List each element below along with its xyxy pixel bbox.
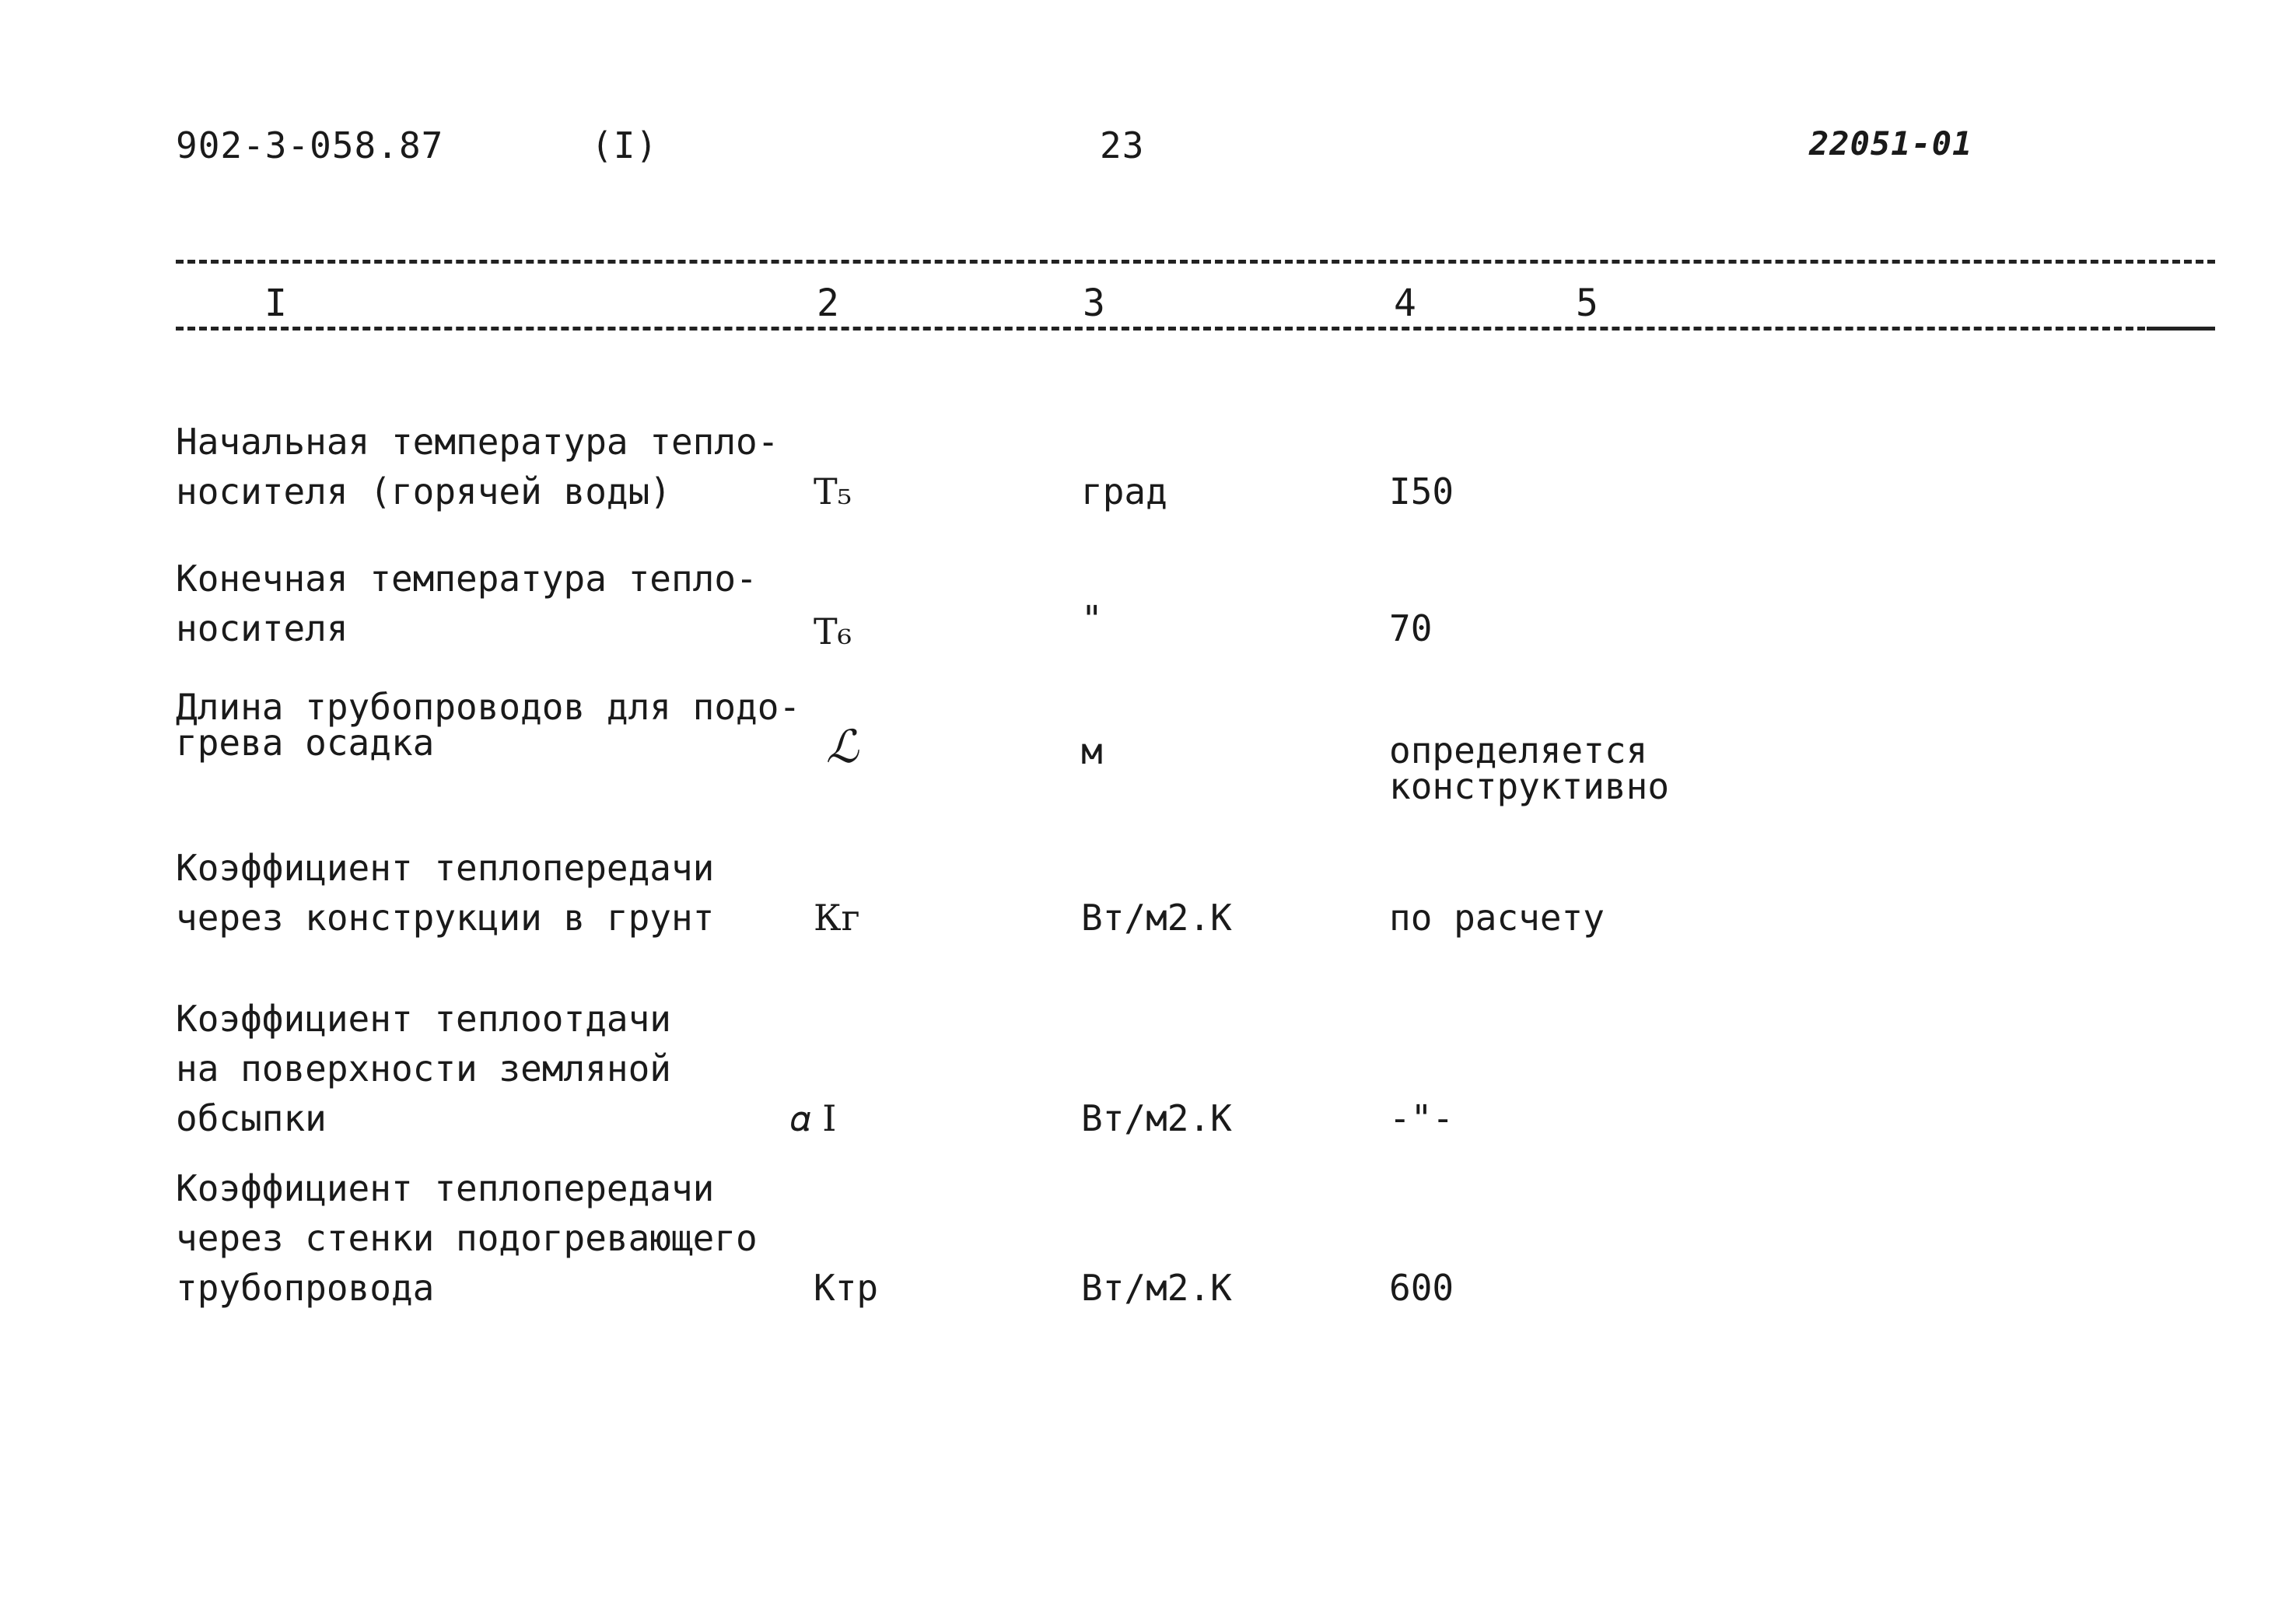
value-cell: по расчету (1389, 897, 1605, 939)
table-top-rule (176, 260, 2215, 264)
value-cell: -"- (1389, 1097, 1454, 1139)
value-cell: определяется конструктивно (1389, 729, 1670, 807)
parameter-cell: Коэффициент теплопередачи через конструкции в грунт (176, 847, 715, 939)
doc-number: 22051-01 (1809, 124, 1973, 163)
column-number-3: 3 (1078, 282, 1110, 325)
symbol-cell: Кг (814, 897, 860, 939)
column-number-4: 4 (1389, 282, 1421, 325)
column-number-5: 5 (1571, 282, 1603, 325)
unit-cell: Вт/м2.К (1081, 897, 1232, 939)
unit-cell: град (1081, 470, 1167, 512)
parameter-cell: Коэффициент теплопередачи через стенки подогревающего трубопровода (176, 1167, 758, 1309)
column-header-rule (176, 327, 2215, 331)
value-cell: 600 (1389, 1267, 1454, 1309)
symbol-cell: ℒ (826, 720, 859, 773)
column-number-2: 2 (812, 282, 844, 325)
unit-cell: м (1081, 730, 1103, 772)
value-cell: 70 (1389, 607, 1433, 649)
doc-part: (I) (591, 124, 659, 166)
symbol-cell: T₆ (814, 610, 852, 652)
doc-code: 902-3-058.87 (176, 124, 444, 166)
unit-cell: " (1081, 598, 1103, 640)
column-header-rule-end (2147, 327, 2215, 331)
unit-cell: Вт/м2.К (1081, 1097, 1232, 1139)
parameter-cell: Длина трубопроводов для подо- грева осадка (176, 686, 801, 764)
unit-cell: Вт/м2.К (1081, 1267, 1232, 1309)
value-cell: I50 (1389, 470, 1454, 512)
parameter-cell: Начальная температура тепло- носителя (горячей воды) (176, 421, 779, 512)
parameter-cell: Конечная температура тепло- носителя (176, 558, 758, 649)
parameter-cell: Коэффициент теплоотдачи на поверхности земляной обсыпки (176, 998, 671, 1139)
column-number-1: I (260, 282, 292, 325)
symbol-cell: 𝛼 I (790, 1097, 837, 1139)
page-number: 23 (1100, 124, 1145, 166)
symbol-cell: Ктр (814, 1267, 879, 1309)
symbol-cell: T₅ (814, 470, 852, 512)
